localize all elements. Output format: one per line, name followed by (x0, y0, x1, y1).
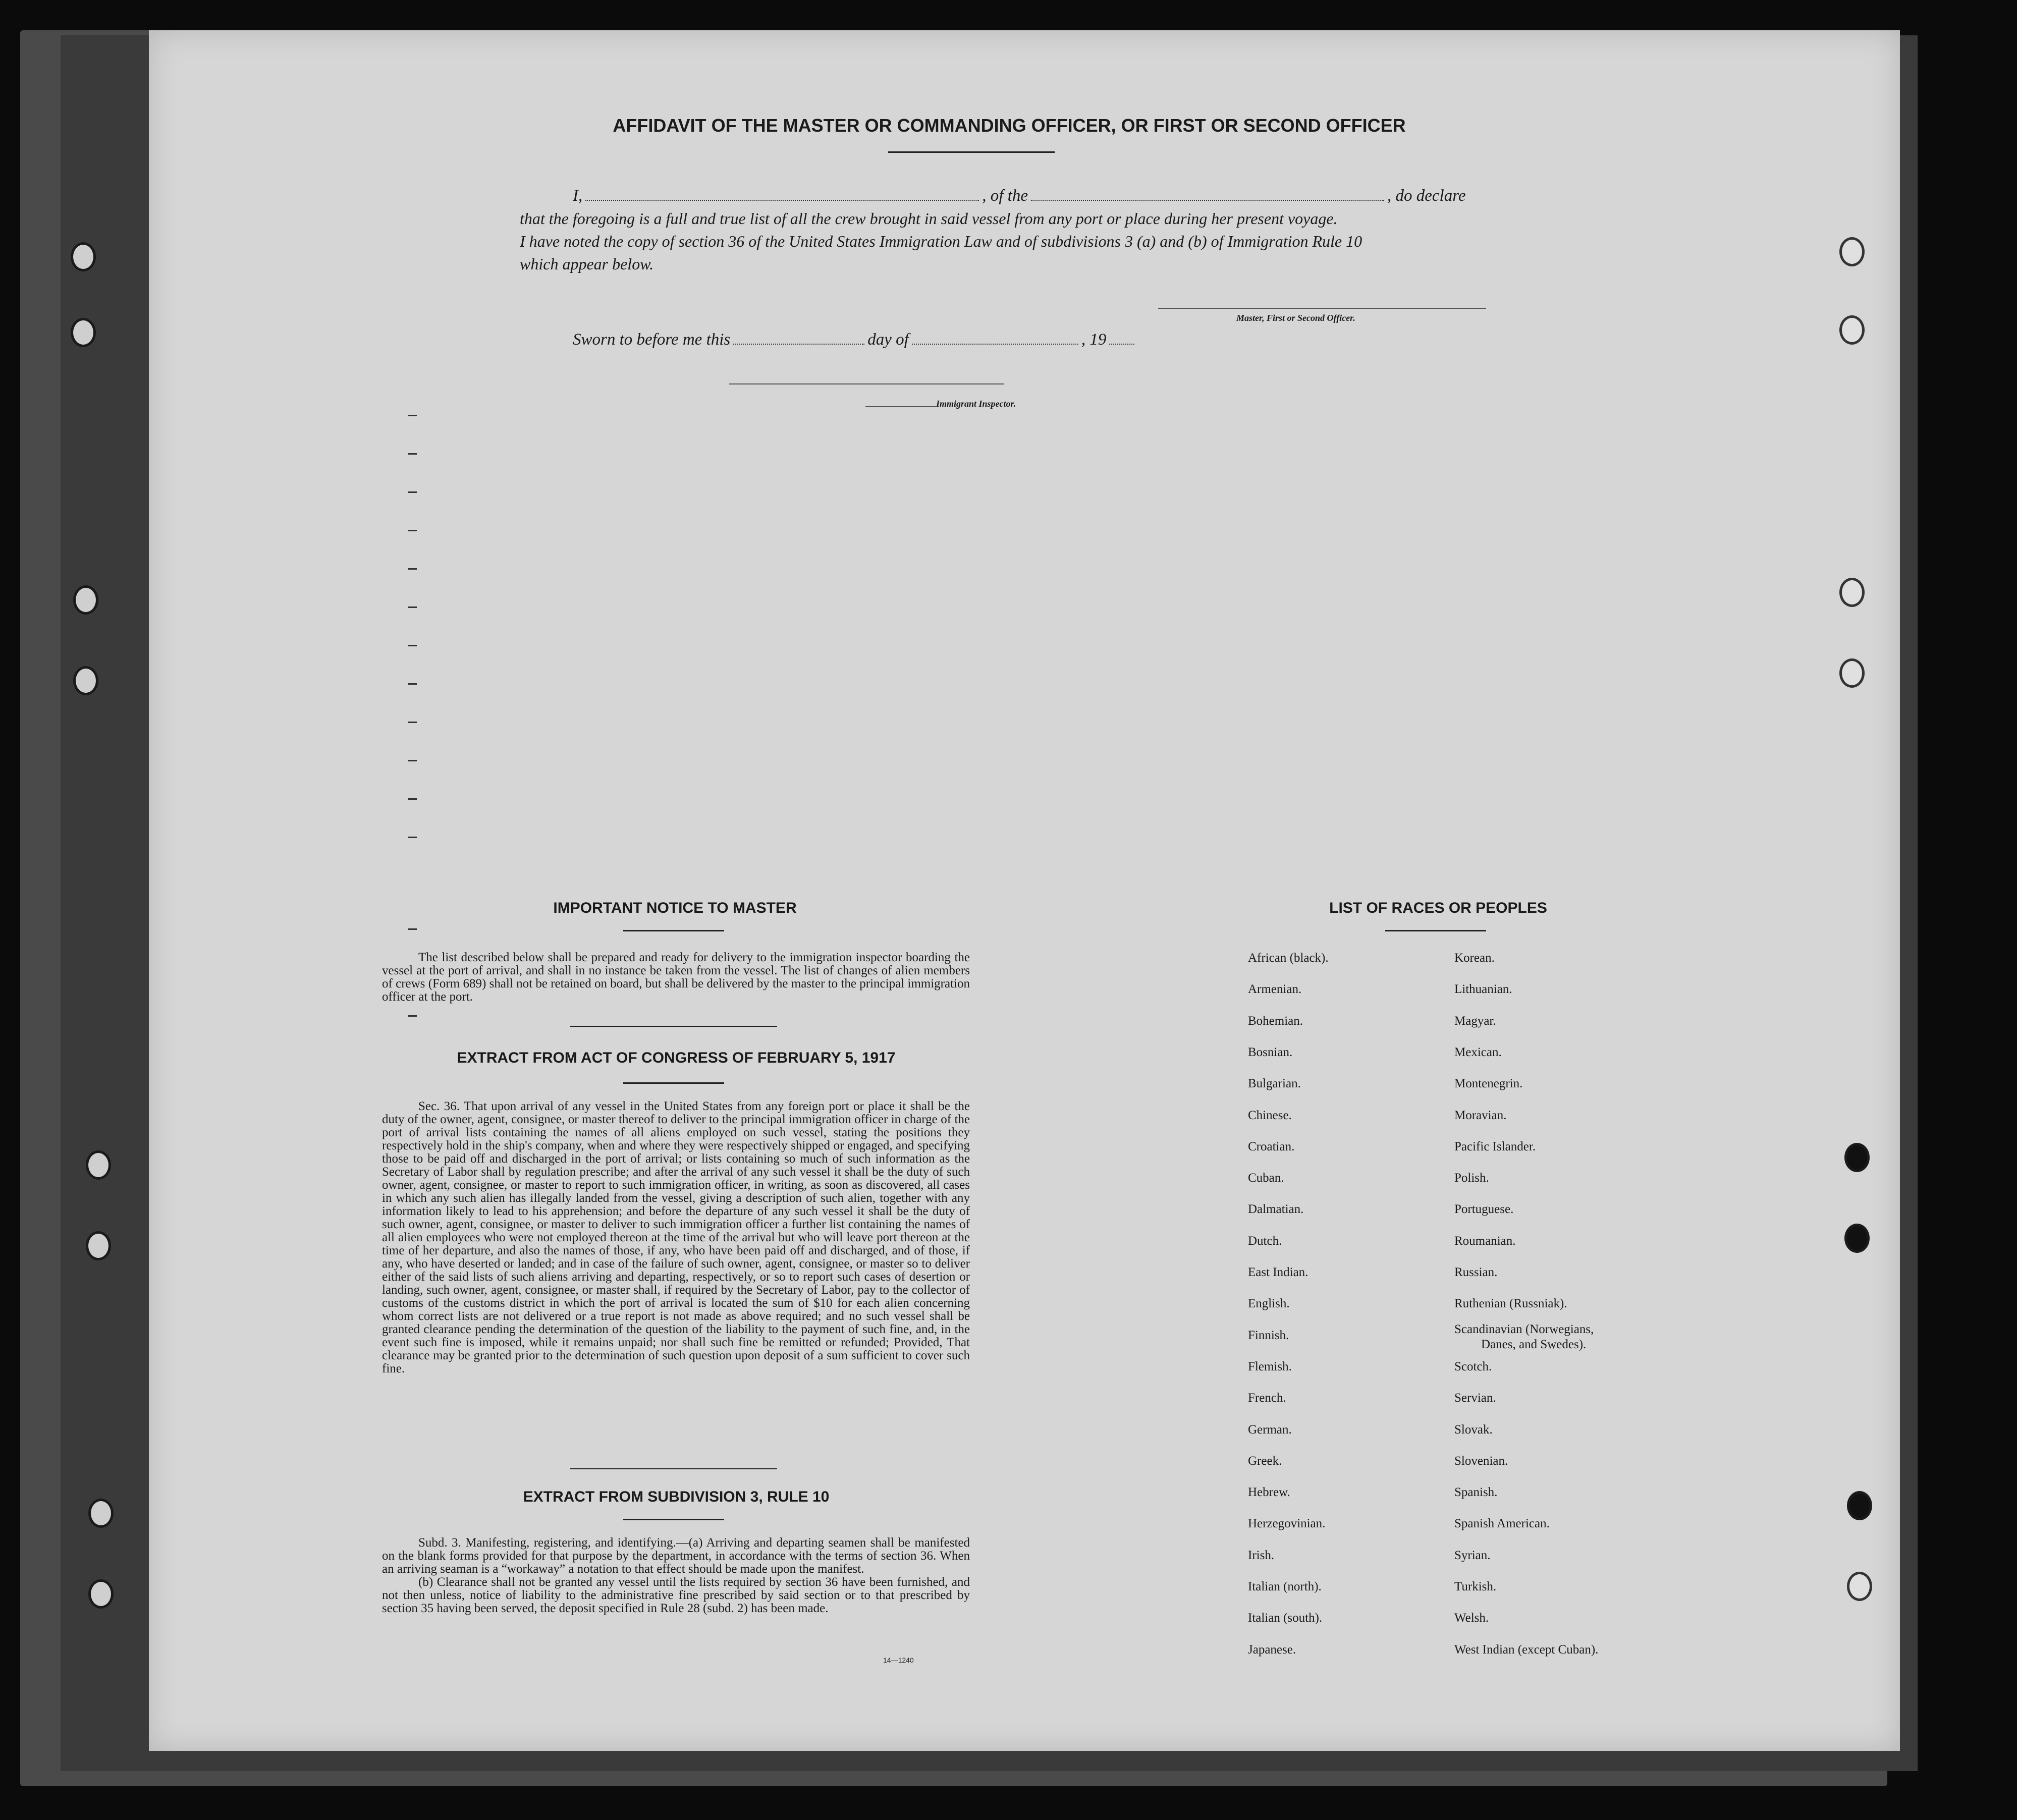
race-item: Moravian. (1454, 1108, 1507, 1122)
race-item-continuation: Danes, and Swedes). (1481, 1337, 1587, 1351)
race-item: Finnish. (1248, 1328, 1289, 1342)
race-item: Ruthenian (Russniak). (1454, 1297, 1567, 1311)
row-marker (408, 798, 417, 800)
row-marker (408, 760, 417, 761)
notice-paragraph: The list described below shall be prepared and ready for delivery to the immigration inspector boarding the vessel at the port of arrival, and shall in no instance be taken from the vessel. The list of changes of alien members of crews (Form 689) shall not be retained on board, but shall be delivered by the master to the principal immigration officer at the port. (382, 951, 970, 1004)
form-number: 14—1240 (883, 1656, 914, 1664)
races-title-rule (1385, 930, 1486, 931)
race-item: Pacific Islander. (1454, 1139, 1536, 1153)
race-item: Cuban. (1248, 1171, 1284, 1185)
punch-hole (1844, 1224, 1870, 1253)
binder-hole (71, 242, 96, 271)
sworn-month-field[interactable] (912, 344, 1078, 345)
row-marker (408, 606, 417, 608)
vessel-label: , of the (982, 187, 1028, 205)
row-marker (408, 491, 417, 493)
row-marker (408, 415, 417, 416)
race-item: Mexican. (1454, 1045, 1502, 1059)
affidavit-line-2: that the foregoing is a full and true list of all the crew brought in said vessel from any port or place during her present voyage. (520, 209, 1338, 228)
race-item: Dutch. (1248, 1234, 1282, 1248)
race-item: Servian. (1454, 1391, 1496, 1405)
race-item: Montenegrin. (1454, 1077, 1523, 1091)
affidavit-i-label: I, (573, 187, 583, 205)
master-signature-line[interactable] (1158, 308, 1486, 309)
sworn-year-field[interactable] (1109, 344, 1134, 345)
declare-label: , do declare (1387, 187, 1466, 205)
affidavit-title: AFFIDAVIT OF THE MASTER OR COMMANDING OFFICER, OR FIRST OR SECOND OFFICER (613, 115, 1406, 136)
punch-hole (1839, 237, 1865, 266)
notice-title: IMPORTANT NOTICE TO MASTER (553, 900, 797, 916)
rule-extract-paragraph-a: Subd. 3. Manifesting, registering, and identifying.—(a) Arriving and departing seamen shall be manifested on the blank forms provided for that purpose by the department, in accordance with the terms of section 36. When an arriving seaman is a “workaway” a notation to that effect should be made upon the manifest. (382, 1536, 970, 1576)
act-extract-text (382, 1100, 970, 1375)
sworn-line (573, 330, 1137, 349)
race-item: French. (1248, 1391, 1286, 1405)
act-extract-paragraph: Sec. 36. That upon arrival of any vessel in the United States from any foreign port or place it shall be the duty of the owner, agent, consignee, or master thereof to deliver to the principal immigration officer in charge of the port of arrival lists containing the names of all aliens employed on such vessel, stating the positions they respectively hold in the ship's company, when and where they were respectively shipped or engaged, and specifying those to be paid off and discharged in the port of arrival; or lists containing so much of such information as the Secretary of Labor shall by regulation prescribe; and after the arrival of any such vessel it shall be the duty of such owner, agent, consignee, or master to report to such immigration officer, in writing, as soon as discovered, all cases in which any such alien has illegally landed from the vessel, giving a description of such alien, together with any information likely to lead to his apprehension; and before the departure of any such vessel it shall be the duty of such owner, agent, consignee, or master to deliver to such immigration officer a further list containing the names of all alien employees who were not employed thereon at the time of the arrival but who will leave port thereon at the time of her departure, and also the names of those, if any, who have been paid off and discharged, and of those, if any, who have deserted or landed; and in case of the failure of such owner, agent, consignee, or master so to deliver either of the said lists of such aliens arriving and departing, respectively, or so to report such cases of desertion or landing, such owner, agent, consignee, or master shall, if required by the Secretary of Labor, pay to the collector of customs of the customs district in which the port of arrival is located the sum of $10 for each alien concerning whom correct lists are not delivered or a true report is not made as above required; and no such vessel shall be granted clearance pending the determination of the question of the liability to the payment of such fine, and, in the event such fine is imposed, while it remains unpaid; nor shall such fine be remitted or refunded; Provided, That clearance may be granted prior to the determination of such question upon deposit of a sum sufficient to cover such fine. (382, 1099, 970, 1375)
race-item: Flemish. (1248, 1359, 1292, 1373)
race-item: Irish. (1248, 1548, 1275, 1562)
row-marker (408, 683, 417, 685)
race-item: Croatian. (1248, 1139, 1295, 1153)
race-item: Greek. (1248, 1454, 1282, 1468)
binder-hole (86, 1150, 111, 1180)
row-marker (408, 928, 417, 930)
race-item: Spanish American. (1454, 1517, 1550, 1531)
punch-hole (1839, 658, 1865, 688)
punch-hole (1847, 1572, 1872, 1601)
race-item: Italian (south). (1248, 1611, 1323, 1625)
row-marker (408, 837, 417, 838)
binder-hole (88, 1579, 114, 1609)
race-item: German. (1248, 1422, 1292, 1437)
row-marker (408, 1015, 417, 1017)
race-item: Roumanian. (1454, 1234, 1516, 1248)
notice-text (382, 951, 970, 1004)
race-item: Herzegovinian. (1248, 1517, 1326, 1531)
punch-hole (1847, 1491, 1872, 1520)
race-item: Magyar. (1454, 1014, 1496, 1028)
inspector-signature-dotline (865, 406, 936, 407)
race-item: Turkish. (1454, 1580, 1497, 1593)
act-extract-title-rule (623, 1082, 724, 1084)
rule-extract-text (382, 1536, 970, 1615)
row-marker (408, 568, 417, 570)
race-item: Korean. (1454, 951, 1495, 965)
race-item: Dalmatian. (1248, 1202, 1304, 1217)
row-marker (408, 530, 417, 531)
inspector-signature-line[interactable] (729, 383, 1004, 384)
races-title: LIST OF RACES OR PEOPLES (1329, 900, 1547, 916)
inspector-signature-label: Immigrant Inspector. (936, 399, 1016, 409)
sworn-label: Sworn to before me this (573, 330, 731, 349)
race-item: Armenian. (1248, 982, 1302, 997)
race-item: Japanese. (1248, 1642, 1296, 1657)
punch-hole (1844, 1143, 1870, 1172)
binder-hole (73, 666, 98, 695)
race-item: Bohemian. (1248, 1014, 1303, 1028)
race-item: Bosnian. (1248, 1045, 1293, 1059)
race-item: Italian (north). (1248, 1580, 1322, 1593)
rule-extract-title: EXTRACT FROM SUBDIVISION 3, RULE 10 (523, 1488, 830, 1505)
race-item: Russian. (1454, 1265, 1498, 1279)
sworn-day-field[interactable] (733, 344, 864, 345)
punch-hole (1839, 315, 1865, 345)
affidavit-line-3: I have noted the copy of section 36 of the United States Immigration Law and of subdivisions 3 (a) and (b) of Immigration Rule 10 (520, 232, 1362, 250)
row-marker (408, 722, 417, 723)
binder-hole (71, 318, 96, 347)
day-of-label: day of (867, 330, 909, 349)
section-divider (570, 1026, 777, 1027)
race-item: Portuguese. (1454, 1202, 1514, 1217)
notice-title-rule (623, 930, 724, 931)
year-label: , 19 (1081, 330, 1107, 349)
rule-extract-paragraph-b: (b) Clearance shall not be granted any vessel until the lists required by section 36 have been furnished, and not then unless, notice of liability to the administrative fine prescribed by said section or to that prescribed by section 35 having been served, the deposit specified in Rule 28 (subd. 2) has been made. (382, 1575, 970, 1615)
section-divider (570, 1468, 777, 1469)
race-item: Chinese. (1248, 1108, 1292, 1122)
row-marker (408, 645, 417, 646)
affidavit-title-rule (888, 151, 1055, 153)
binder-hole (73, 585, 98, 615)
affidavit-line-4: which appear below. (520, 255, 654, 273)
race-item: East Indian. (1248, 1265, 1309, 1279)
punch-hole (1839, 578, 1865, 607)
master-signature-label: Master, First or Second Officer. (1236, 313, 1355, 323)
race-item: Polish. (1454, 1171, 1489, 1185)
race-item: Syrian. (1454, 1548, 1491, 1562)
race-item: Scotch. (1454, 1359, 1492, 1373)
race-item: Slovenian. (1454, 1454, 1508, 1468)
binder-hole (86, 1231, 111, 1260)
race-item: Scandinavian (Norwegians, (1454, 1322, 1594, 1336)
row-marker (408, 453, 417, 455)
race-item: Welsh. (1454, 1611, 1489, 1625)
rule-extract-title-rule (623, 1519, 724, 1520)
vessel-field[interactable] (1031, 200, 1384, 201)
race-item: Spanish. (1454, 1485, 1498, 1500)
name-field[interactable] (585, 200, 979, 201)
race-item: Lithuanian. (1454, 982, 1512, 997)
race-item: Hebrew. (1248, 1485, 1290, 1500)
act-extract-title: EXTRACT FROM ACT OF CONGRESS OF FEBRUARY 5, 1917 (457, 1050, 896, 1066)
affidavit-line-1 (573, 187, 1465, 205)
race-item: African (black). (1248, 951, 1329, 965)
race-item: Slovak. (1454, 1422, 1493, 1437)
binder-hole (88, 1499, 114, 1528)
race-item: Bulgarian. (1248, 1077, 1301, 1091)
race-item: West Indian (except Cuban). (1454, 1642, 1599, 1657)
race-item: English. (1248, 1297, 1290, 1311)
